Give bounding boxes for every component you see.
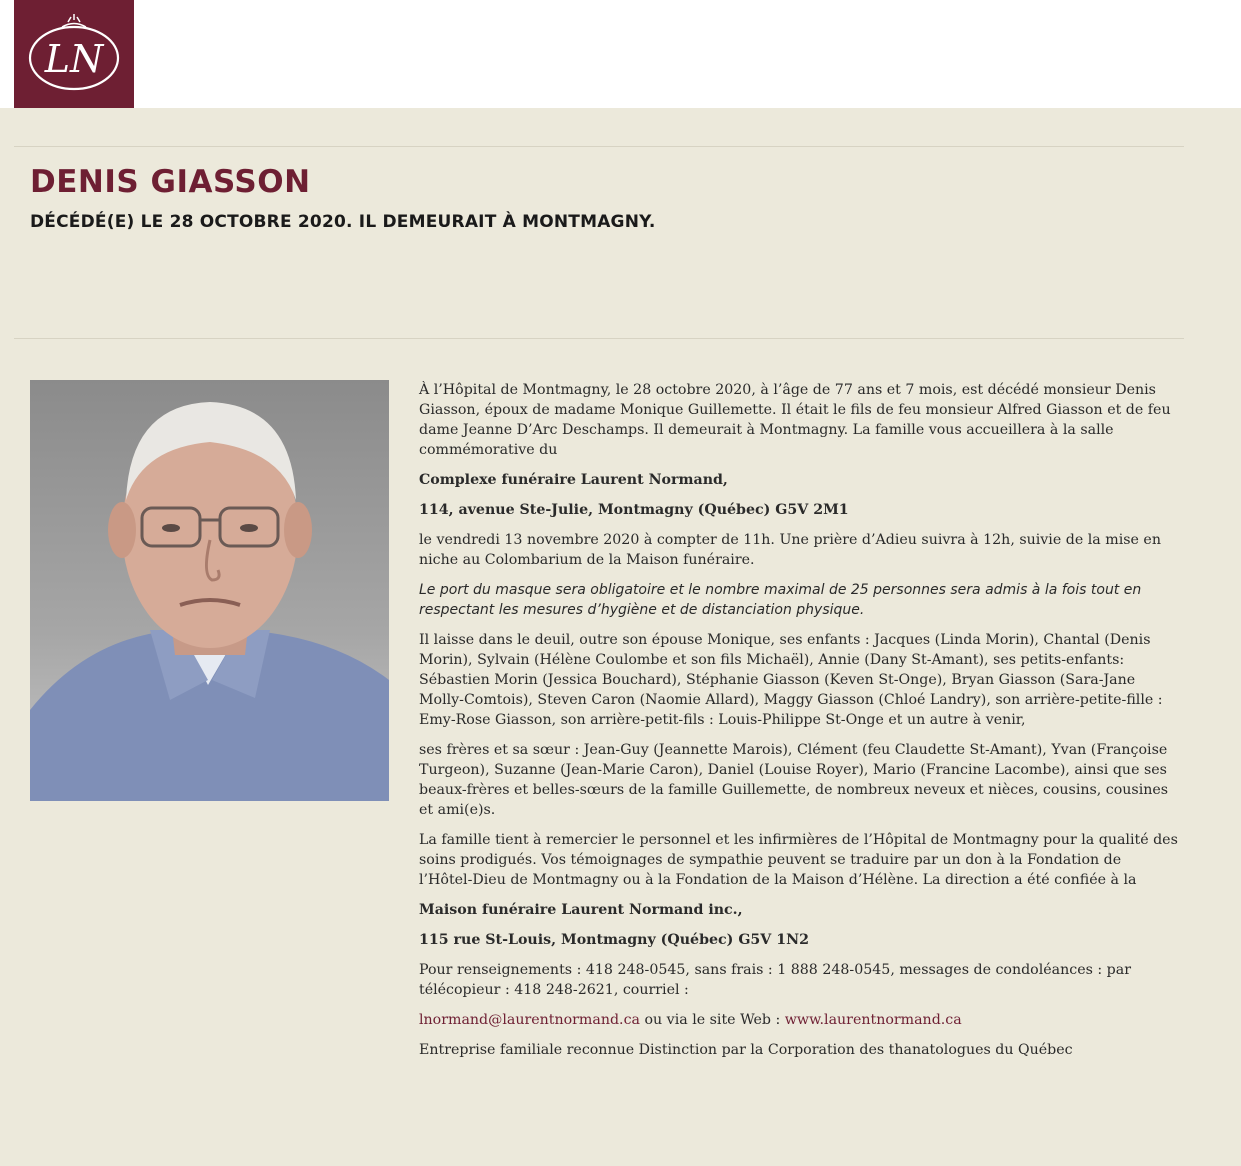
mask-notice: Le port du masque sera obligatoire et le nombre maximal de 25 personnes sera admis à la fois tout en respectant les mesures d’hygiène et de distanciation physique. (419, 582, 1142, 618)
portrait-photo (30, 380, 389, 801)
thanks-paragraph: La famille tient à remercier le personnel et les infirmières de l’Hôpital de Montmagny pour la qualité des soins prodigués. Vos témoignages de sympathie peuvent se traduire par un don à la Fondation de l’Hôtel-Dieu de Montmagny ou à la Fondation de la Maison d’Hélène. La direction a été confiée à la (419, 832, 1178, 888)
distinction-paragraph: Entreprise familiale reconnue Distinction par la Corporation des thanatologues du Québec (419, 1042, 1073, 1058)
svg-text:LN: LN (44, 37, 104, 81)
schedule-paragraph: le vendredi 13 novembre 2020 à compter de 11h. Une prière d’Adieu suivra à 12h, suivie de la mise en niche au Colombarium de la Maison funéraire. (419, 532, 1161, 568)
top-header (0, 0, 1241, 108)
venue-address: 114, avenue Ste-Julie, Montmagny (Québec) G5V 2M1 (419, 502, 849, 518)
contact-links (419, 1010, 1179, 1030)
website-link[interactable]: www.laurentnormand.ca (784, 1012, 962, 1028)
family-paragraph-1: Il laisse dans le deuil, outre son épouse Monique, ses enfants : Jacques (Linda Morin), Chantal (Denis Morin), Sylvain (Hélène Coulombe et son fils Michaël), Annie (Dany St-Amant), ses petits-enfants: Sébastien Morin (Jessica Bouchard), Stéphanie Giasson (Keven St-Onge), Bryan Giasson (Sara-Jane Molly-Comtois), Steven Caron (Naomie Allard), Maggy Giasson (Chloé Landry), son arrière-petite-fille : Emy-Rose Giasson, son arrière-petit-fils : Louis-Philippe St-Onge et un autre à venir, (419, 632, 1163, 728)
divider-bottom (14, 338, 1184, 339)
venue-name: Complexe funéraire Laurent Normand, (419, 472, 728, 488)
funeral-home-address: 115 rue St-Louis, Montmagny (Québec) G5V 1N2 (419, 932, 809, 948)
deceased-name: DENIS GIASSON (30, 164, 311, 200)
obituary-text (419, 380, 1179, 1070)
logo-icon (22, 12, 126, 96)
portrait-illustration (30, 380, 389, 801)
funeral-home-name: Maison funéraire Laurent Normand inc., (419, 902, 743, 918)
divider-top (14, 146, 1184, 147)
email-link[interactable]: lnormand@laurentnormand.ca (419, 1012, 640, 1028)
family-paragraph-2: ses frères et sa sœur : Jean-Guy (Jeannette Marois), Clément (feu Claudette St-Amant), Yvan (Françoise Turgeon), Suzanne (Jean-Marie Caron), Daniel (Louise Royer), Mario (Francine Lacombe), ainsi que ses beaux-frères et belles-sœurs de la famille Guillemette, de nombreux neveux et nièces, cousins, cousines et ami(e)s. (419, 742, 1169, 818)
info-paragraph: Pour renseignements : 418 248-0545, sans frais : 1 888 248-0545, messages de condoléances : par télécopieur : 418 248-2621, courriel : (419, 962, 1131, 998)
website-prefix: ou via le site Web : (639, 1012, 785, 1028)
intro-paragraph: À l’Hôpital de Montmagny, le 28 octobre 2020, à l’âge de 77 ans et 7 mois, est décédé monsieur Denis Giasson, époux de madame Monique Guillemette. Il était le fils de feu monsieur Alfred Giasson et de feu dame Jeanne D’Arc Deschamps. Il demeurait à Montmagny. La famille vous accueillera à la salle commémorative du (419, 382, 1171, 458)
main-content (0, 108, 1241, 1166)
logo-link[interactable] (14, 0, 134, 108)
death-date-subtitle: DÉCÉDÉ(E) LE 28 OCTOBRE 2020. IL DEMEURAIT À MONTMAGNY. (30, 212, 656, 232)
